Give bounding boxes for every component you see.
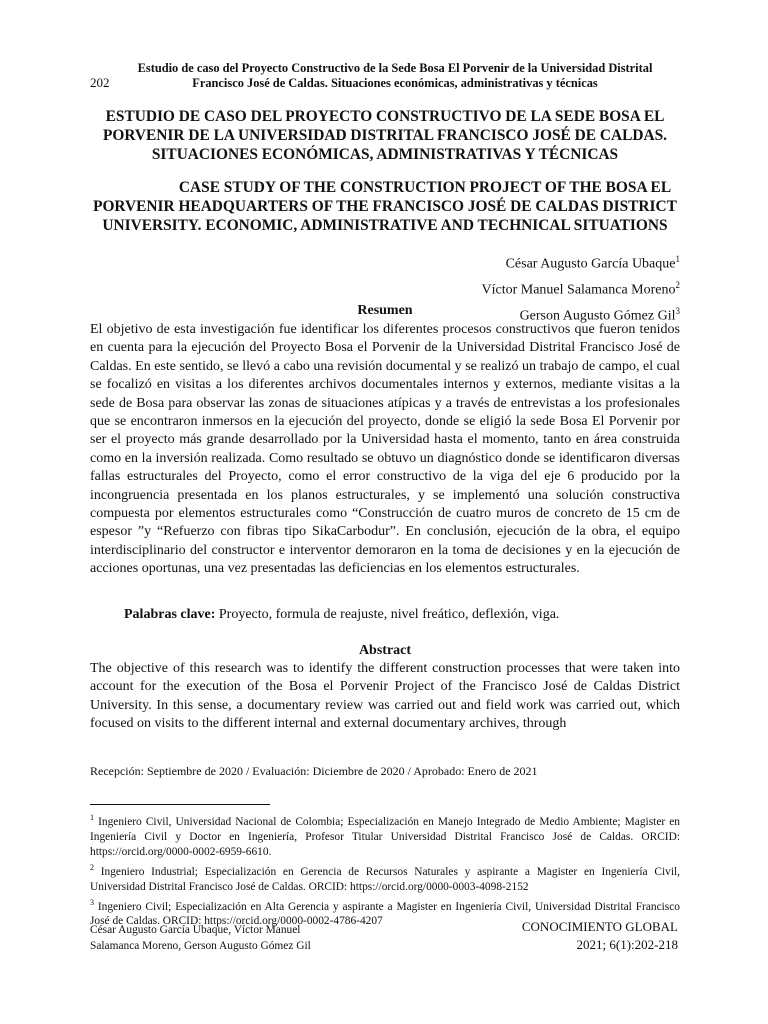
footer-citation: César Augusto García Ubaque, Víctor Manuel Salamanca Moreno, Gerson Augusto Gómez Gil	[90, 924, 311, 952]
keywords-label: Palabras clave:	[124, 607, 216, 622]
keywords-text: Proyecto, formula de reajuste, nivel freático, deflexión, viga.	[218, 607, 560, 622]
footnote: $^2$ Ingeniero Industrial; Especialización en Gerencia de Recursos Naturales y aspirante a Magister en Ingeniería Civil, Universidad Distrital Francisco José de Caldas. ORCID: https://orcid.org/0000-0003-4098-2152	[90, 862, 680, 893]
running-header-line: Estudio de caso del Proyecto Constructivo de la Sede Bosa El Porvenir de la Universidad Distrital	[137, 61, 653, 75]
journal-volume: 2021; 6(1):202-218	[576, 937, 678, 952]
submission-dates: Recepción: Septiembre de 2020 / Evaluación: Diciembre de 2020 / Aprobado: Enero de 2021	[90, 764, 538, 778]
resumen-heading: Resumen	[357, 303, 413, 318]
page-number: 202	[90, 75, 110, 90]
author: Gerson Augusto Gómez Gil$^3$	[519, 306, 680, 324]
running-header-line: Francisco José de Caldas. Situaciones económicas, administrativas y técnicas	[192, 76, 598, 90]
abstract-heading: Abstract	[358, 643, 412, 658]
footnote: $^1$ Ingeniero Civil, Universidad Nacional de Colombia; Especialización en Manejo Integrado de Medio Ambiente; Magister en Ingeniería Civil y Doctor en Ingeniería, Profesor Titular Universidad Distrital Francisco José de Caldas. ORCID: https://orcid.org/0000-0002-6959-6610.	[90, 813, 680, 858]
english-title-line: PORVENIR HEADQUARTERS OF THE FRANCISCO JOSÉ DE CALDAS DISTRICT UNIVERSITY. ECONOMIC, ADMINISTRATIVE AND TECHNICAL SITUATIONS	[93, 198, 677, 234]
footnote: $^3$ Ingeniero Civil; Especialización en Alta Gerencia y aspirante a Magister en Ingeniería Civil, Universidad Distrital Francisco José de Caldas. ORCID: https://orcid.org/0000-0002-4786-4207	[90, 897, 680, 928]
keywords	[124, 607, 559, 623]
running-header	[115, 61, 675, 91]
journal-name: CONOCIMIENTO GLOBAL	[521, 919, 678, 934]
spanish-title: ESTUDIO DE CASO DEL PROYECTO CONSTRUCTIVO DE LA SEDE BOSA EL PORVENIR DE LA UNIVERSIDAD DISTRITAL FRANCISCO JOSÉ DE CALDAS. SITUACIONES ECONÓMICAS, ADMINISTRATIVAS Y TÉCNICAS	[102, 108, 668, 163]
author: Víctor Manuel Salamanca Moreno$^2$	[481, 280, 680, 298]
footnote-divider	[90, 804, 270, 805]
english-title	[90, 178, 680, 235]
abstract-text: The objective of this research was to identify the different construction processes that were taken into account for the execution of the Bosa el Porvenir Project of the Francisco José de Caldas District University. In this sense, a documentary review was carried out and field work was carried out, which focused on visits to the different internal and external documentary archives, through	[90, 661, 680, 732]
footer-journal	[522, 918, 678, 954]
footnotes	[90, 810, 680, 929]
english-title-line: CASE STUDY OF THE CONSTRUCTION PROJECT OF THE BOSA EL	[178, 179, 672, 196]
resumen-text: El objetivo de esta investigación fue identificar los diferentes procesos constructivos que fueron tenidos en cuenta para la ejecución del Proyecto Bosa el Porvenir de la Universidad Distrital Francisco José de Caldas. En este sentido, se llevó a cabo una revisión documental y se realizó un trabajo de campo, el cual se focalizó en visitas a los diferentes archivos documentales internos y externos, mediante visitas a la sede de Bosa para observar las zonas de situaciones atípicas y a través de entrevistas a los profesionales que se encontraron inmersos en la ejecución del proyecto, donde se eligió la sede Bosa El Porvenir por ser el proyecto más grande desarrollado por la Universidad hasta el momento, tanto en área construida como en la inversión realizada. Como resultado se obtuvo un diagnóstico donde se identificaron diversas fallas estructurales del Proyecto, como el error constructivo de la viga del eje 6 producido por la incongruencia presentada en los planos estructurales, y se implementó una solución constructiva compuesta por elementos estructurales como “Construcción de cuatro muros de concreto de 15 cm de espesor ”y “Refuerzo con fibras tipo SikaCarbodur”. En conclusión, ejecución de la obra, el equipo interdisciplinario del constructor e interventor demoraron en la toma de decisiones y en la ejecución de acciones oportunas, una vez presentadas las deficiencias en los elementos estructurales.	[90, 322, 680, 577]
author: César Augusto García Ubaque$^1$	[505, 254, 680, 272]
